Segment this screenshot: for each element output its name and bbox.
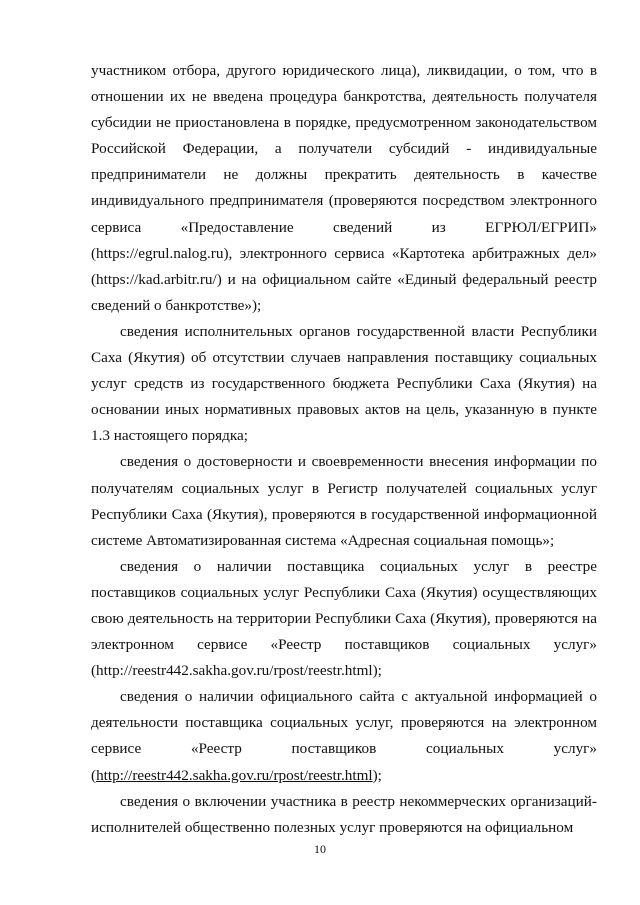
paragraph-official-website bbox=[91, 684, 597, 788]
paragraph-executive-bodies-info: сведения исполнительных органов государственной власти Республики Саха (Якутия) об отсутствии случаев направления поставщику социальных услуг средств из государственного бюджета Республики Саха (Якутия) на основании иных нормативных правовых актов на цель, указанную в пункте 1.3 настоящего порядка; bbox=[91, 322, 597, 445]
registry-link[interactable]: http://reestr442.sakha.gov.ru/rpost/reestr.html bbox=[96, 766, 373, 784]
paragraph-official-website-end: ); bbox=[372, 766, 382, 784]
paragraph-official-website-text: сведения о наличии официального сайта с актуальной информацией о деятельности поставщика социальных услуг, проверяются на электронном сервисе «Реестр поставщиков социальных услуг» ( bbox=[91, 688, 597, 784]
page-number: 10 bbox=[314, 842, 326, 856]
paragraph-register-accuracy: сведения о достоверности и своевременности внесения информации по получателям социальных услуг в Регистр получателей социальных услуг Республики Саха (Якутия), проверяются в государственной информационной системе Автоматизированная система «Адресная социальная помощь»; bbox=[91, 453, 597, 549]
document-body bbox=[91, 58, 597, 841]
paragraph-nonprofit-registry: сведения о включении участника в реестр некоммерческих организаций-исполнителей общественно полезных услуг проверяются на официальном bbox=[91, 792, 597, 836]
paragraph-continuation: участником отбора, другого юридического лица), ликвидации, о том, что в отношении их не введена процедура банкротства, деятельность получателя субсидии не приостановлена в порядке, предусмотренном законодательством Российской Федерации, а получатели субсидий - индивидуальные предприниматели не должны прекратить деятельность в качестве индивидуального предпринимателя (проверяются посредством электронного сервиса «Предоставление сведений из ЕГРЮЛ/ЕГРИП» (https://egrul.nalog.ru), электронного сервиса «Картотека арбитражных дел» (https://kad.arbitr.ru/) и на официальном сайте «Единый федеральный реестр сведений о банкротстве»); bbox=[91, 62, 597, 314]
paragraph-provider-registry: сведения о наличии поставщика социальных услуг в реестре поставщиков социальных услуг Республики Саха (Якутия) осуществляющих свою деятельность на территории Республики Саха (Якутия), проверяются на электронном сервисе «Реестр поставщиков социальных услуг» (http://reestr442.sakha.gov.ru/rpost/reestr.html); bbox=[91, 557, 597, 680]
